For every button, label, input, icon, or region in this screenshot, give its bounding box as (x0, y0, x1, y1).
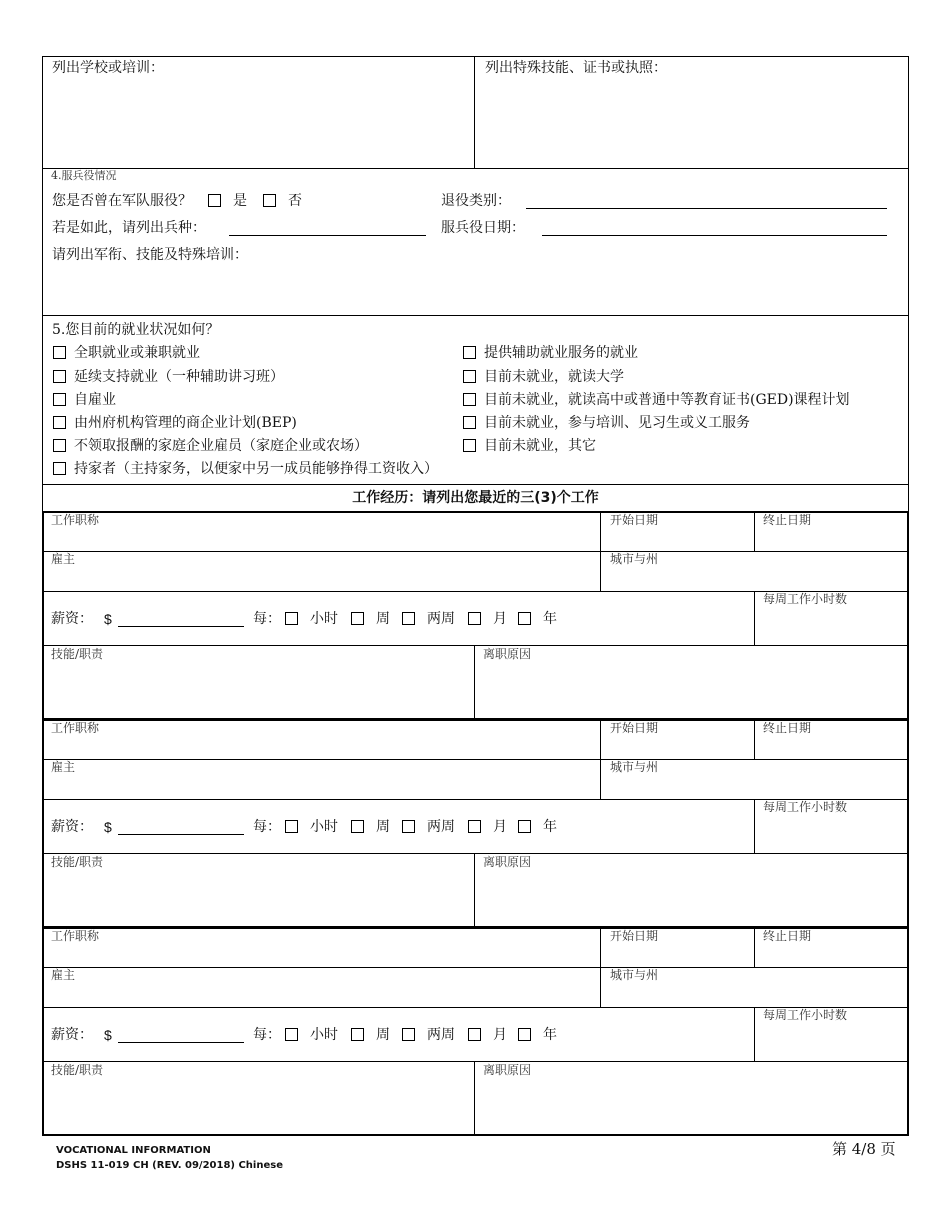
hours-per-week-input[interactable] (756, 816, 906, 851)
end-date-label: 终止日期 (763, 721, 812, 735)
skills-input[interactable] (476, 80, 906, 166)
status-fulltime-checkbox[interactable] (53, 346, 66, 359)
period-year-label: 年 (543, 1027, 557, 1043)
leave-reason-label: 离职原因 (483, 1063, 532, 1077)
job-col-divider (754, 927, 755, 967)
duties-input[interactable] (44, 1079, 472, 1134)
period-week-label: 周 (376, 1027, 390, 1043)
period-week-checkbox[interactable] (351, 1028, 364, 1041)
military-section-label: 4.服兵役情况 (51, 169, 117, 182)
schools-input[interactable] (44, 80, 472, 166)
period-month-label: 月 (493, 611, 507, 627)
service-dates-label: 服兵役日期： (441, 220, 525, 236)
employer-label: 雇主 (51, 552, 76, 566)
job-title-input[interactable] (44, 528, 598, 549)
leave-reason-input[interactable] (476, 1079, 906, 1134)
status-extended-checkbox[interactable] (53, 370, 66, 383)
job-col-divider (754, 591, 755, 645)
salary-input[interactable] (118, 1042, 244, 1043)
city-state-input[interactable] (602, 775, 906, 797)
end-date-label: 终止日期 (763, 513, 812, 527)
start-date-label: 开始日期 (610, 721, 659, 735)
job-col-divider (754, 799, 755, 853)
footer-form-id: DSHS 11-019 CH (REV. 09/2018) Chinese (56, 1160, 283, 1171)
job-row-divider (42, 645, 909, 646)
job-row-divider (42, 967, 909, 968)
status-training-label: 目前未就业，参与培训、见习生或义工服务 (484, 415, 750, 431)
served-no-checkbox[interactable] (263, 194, 276, 207)
status-supported-label: 提供辅助就业服务的就业 (484, 345, 638, 361)
status-fulltime-label: 全职就业或兼职就业 (74, 345, 200, 361)
period-month-checkbox[interactable] (468, 612, 481, 625)
period-biweek-checkbox[interactable] (402, 1028, 415, 1041)
dollar-sign: $ (104, 1027, 112, 1043)
period-biweek-checkbox[interactable] (402, 612, 415, 625)
employer-input[interactable] (44, 567, 598, 589)
schools-label: 列出学校或培训： (52, 60, 164, 76)
period-biweek-label: 两周 (427, 819, 455, 835)
status-other-label: 目前未就业，其它 (484, 438, 596, 454)
employer-label: 雇主 (51, 968, 76, 982)
leave-reason-input[interactable] (476, 871, 906, 926)
dollar-sign: $ (104, 611, 112, 627)
served-yes-label: 是 (233, 193, 247, 209)
period-hour-label: 小时 (310, 611, 338, 627)
status-ged-checkbox[interactable] (463, 393, 476, 406)
job-title-input[interactable] (44, 944, 598, 965)
status-family-checkbox[interactable] (53, 439, 66, 452)
employer-input[interactable] (44, 983, 598, 1005)
status-bep-checkbox[interactable] (53, 416, 66, 429)
job-title-label: 工作职称 (51, 929, 100, 943)
job-title-input[interactable] (44, 736, 598, 757)
page-number: 第 4/8 页 (832, 1140, 896, 1158)
job-col-divider (754, 719, 755, 759)
status-bep-label: 由州府机构管理的商企业计划(BEP) (74, 415, 297, 431)
end-date-label: 终止日期 (763, 929, 812, 943)
status-family-label: 不领取报酬的家庭企业雇员（家庭企业或农场） (74, 438, 368, 454)
hours-per-week-label: 每周工作小时数 (763, 800, 848, 814)
status-training-checkbox[interactable] (463, 416, 476, 429)
discharge-input[interactable] (526, 208, 887, 209)
job-col-divider (474, 853, 475, 928)
job-title-label: 工作职称 (51, 513, 100, 527)
salary-label: 薪资： (51, 611, 93, 627)
per-label: 每： (253, 1027, 281, 1043)
city-state-input[interactable] (602, 983, 906, 1005)
period-hour-checkbox[interactable] (285, 1028, 298, 1041)
period-month-label: 月 (493, 1027, 507, 1043)
job-row-divider (42, 853, 909, 854)
status-selfemployed-checkbox[interactable] (53, 393, 66, 406)
per-label: 每： (253, 611, 281, 627)
period-month-label: 月 (493, 819, 507, 835)
period-hour-label: 小时 (310, 819, 338, 835)
period-hour-checkbox[interactable] (285, 820, 298, 833)
duties-label: 技能/职责 (51, 1063, 104, 1077)
period-week-checkbox[interactable] (351, 820, 364, 833)
status-other-checkbox[interactable] (463, 439, 476, 452)
period-year-checkbox[interactable] (518, 612, 531, 625)
start-date-input[interactable] (602, 736, 752, 757)
employer-label: 雇主 (51, 760, 76, 774)
period-year-label: 年 (543, 819, 557, 835)
status-extended-label: 延续支持就业（一种辅助讲习班） (74, 369, 284, 385)
leave-reason-label: 离职原因 (483, 855, 532, 869)
period-month-checkbox[interactable] (468, 1028, 481, 1041)
job-col-divider (600, 927, 601, 1007)
salary-input[interactable] (118, 834, 244, 835)
discharge-label: 退役类别： (441, 193, 511, 209)
city-state-label: 城市与州 (610, 552, 659, 566)
start-date-input[interactable] (602, 944, 752, 965)
period-year-checkbox[interactable] (518, 820, 531, 833)
salary-input[interactable] (118, 626, 244, 627)
job-col-divider (474, 1061, 475, 1136)
period-week-label: 周 (376, 819, 390, 835)
per-label: 每： (253, 819, 281, 835)
period-year-label: 年 (543, 611, 557, 627)
period-week-label: 周 (376, 611, 390, 627)
rank-label: 请列出军衔、技能及特殊培训： (52, 247, 248, 263)
job-row-divider (42, 1061, 909, 1062)
city-state-label: 城市与州 (610, 968, 659, 982)
period-biweek-checkbox[interactable] (402, 820, 415, 833)
period-year-checkbox[interactable] (518, 1028, 531, 1041)
branch-input[interactable] (229, 235, 426, 236)
status-college-label: 目前未就业，就读大学 (484, 369, 624, 385)
education-divider (474, 56, 475, 169)
job-col-divider (754, 1007, 755, 1061)
status-homemaker-label: 持家者（主持家务，以便家中另一成员能够挣得工资收入） (74, 461, 438, 477)
leave-reason-input[interactable] (476, 663, 906, 718)
salary-label: 薪资： (51, 1027, 93, 1043)
status-homemaker-checkbox[interactable] (53, 462, 66, 475)
leave-reason-label: 离职原因 (483, 647, 532, 661)
job-title-label: 工作职称 (51, 721, 100, 735)
duties-input[interactable] (44, 871, 472, 926)
hours-per-week-input[interactable] (756, 1024, 906, 1059)
period-week-checkbox[interactable] (351, 612, 364, 625)
start-date-input[interactable] (602, 528, 752, 549)
hours-per-week-label: 每周工作小时数 (763, 1008, 848, 1022)
footer-title: VOCATIONAL INFORMATION (56, 1145, 211, 1156)
job-col-divider (474, 645, 475, 720)
job-row-divider (42, 551, 909, 552)
duties-label: 技能/职责 (51, 647, 104, 661)
served-question: 您是否曾在军队服役？ (52, 193, 192, 209)
job-col-divider (754, 511, 755, 551)
salary-label: 薪资： (51, 819, 93, 835)
duties-label: 技能/职责 (51, 855, 104, 869)
employment-question: 5.您目前的就业状况如何？ (52, 322, 220, 338)
rank-input[interactable] (50, 268, 900, 312)
end-date-input[interactable] (756, 528, 906, 549)
start-date-label: 开始日期 (610, 929, 659, 943)
period-hour-label: 小时 (310, 1027, 338, 1043)
served-no-label: 否 (288, 193, 302, 209)
period-month-checkbox[interactable] (468, 820, 481, 833)
start-date-label: 开始日期 (610, 513, 659, 527)
job-col-divider (600, 511, 601, 591)
duties-input[interactable] (44, 663, 472, 718)
end-date-input[interactable] (756, 944, 906, 965)
status-supported-checkbox[interactable] (463, 346, 476, 359)
dollar-sign: $ (104, 819, 112, 835)
job-col-divider (600, 719, 601, 799)
status-college-checkbox[interactable] (463, 370, 476, 383)
service-dates-input[interactable] (542, 235, 887, 236)
end-date-input[interactable] (756, 736, 906, 757)
status-selfemployed-label: 自雇业 (74, 392, 116, 408)
hours-per-week-input[interactable] (756, 608, 906, 643)
period-biweek-label: 两周 (427, 1027, 455, 1043)
period-biweek-label: 两周 (427, 611, 455, 627)
city-state-input[interactable] (602, 567, 906, 589)
period-hour-checkbox[interactable] (285, 612, 298, 625)
employer-input[interactable] (44, 775, 598, 797)
job-row-divider (42, 759, 909, 760)
work-history-heading: 工作经历：请列出您最近的三(3)个工作 (352, 490, 599, 506)
status-ged-label: 目前未就业，就读高中或普通中等教育证书(GED)课程计划 (484, 392, 850, 408)
hours-per-week-label: 每周工作小时数 (763, 592, 848, 606)
served-yes-checkbox[interactable] (208, 194, 221, 207)
city-state-label: 城市与州 (610, 760, 659, 774)
branch-label: 若是如此，请列出兵种： (52, 220, 206, 236)
skills-label: 列出特殊技能、证书或执照： (485, 60, 667, 76)
